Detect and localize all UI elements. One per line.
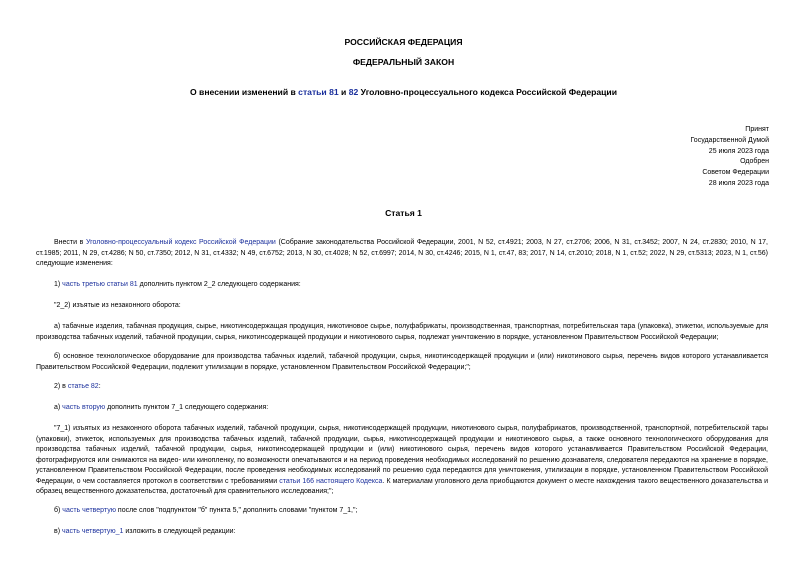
acceptance-line: 28 июля 2023 года — [708, 179, 769, 187]
document-title — [0, 87, 807, 98]
link-article-81-part-3[interactable]: часть третью статьи 81 — [62, 281, 138, 288]
link-part-four[interactable]: часть четвертую — [62, 507, 116, 514]
paragraph-text: : — [98, 383, 101, 390]
paragraph-text: "7_1) изъятых из незаконного оборота табачных изделий, табачной продукции, сырья, никотинсодержащей продукции, никотинового сырья, полуфабрикатов, производственной, транспортной, потребительской тары (упаковки), этикеток, используемых для производства табачных изделий, табачной продукции, сырья, никотинсодержащей продукции и никотинового сырья, а также основного технологического оборудования для производства табачных изделий, табачной продукции, сырья, никотинсодержащей продукции и (или) никотинового сырья, перечень видов которого устанавливается Правительством Российской Федерации, фотографируются или снимаются на видео- или кинопленку, по возможности опечатываются и на период проведения необходимых исследований по решению дознавателя, следователя передаются на хранение в порядке, установленном Правительством Российской Федерации, после проведения необходимых исследований по решению суда передаются для уничтожения, утилизации в порядке, установленном Правительством Российской Федерации, о чем составляется протокол в соответствии с требованиями — [36, 425, 768, 485]
paragraph-item-2c — [36, 527, 768, 538]
paragraph-text: в) — [54, 528, 62, 535]
link-criminal-procedure-code[interactable]: Уголовно-процессуальный кодекс Российской Федерации — [85, 239, 276, 246]
paragraph-2-2: "2_2) изъятые из незаконного оборота: — [54, 302, 181, 309]
title-link-article-82[interactable]: 82 — [348, 87, 359, 97]
acceptance-line: Одобрен — [740, 158, 769, 166]
paragraph-text: . К материалам уголовного дела приобщаются документ о месте нахождения такого вещественного доказательства и образец вещественного доказательства, достаточный для сравнительного исследования;"; — [36, 477, 768, 495]
acceptance-block — [690, 125, 769, 190]
paragraph-sub-a: а) табачные изделия, табачная продукция, сырье, никотинсодержащая продукция, никотиновое сырье, полуфабрикаты, производственная, транспортная, потребительская тара (упаковка), этикетки, используемые для производства табачных изделий, табачной продукции, сырья, никотинсодержащей продукции и никотинового сырья, подлежат уничтожению в порядке, установленном Правительством Российской Федерации; — [36, 323, 768, 341]
document-type-heading: ФЕДЕРАЛЬНЫЙ ЗАКОН — [352, 57, 455, 67]
title-text-mid: и — [338, 87, 349, 97]
acceptance-line: Советом Федерации — [702, 169, 769, 177]
paragraph-text: 2) в — [54, 383, 68, 390]
country-heading: РОССИЙСКАЯ ФЕДЕРАЦИЯ — [344, 37, 463, 47]
paragraph-item-2 — [36, 382, 768, 393]
link-part-four-1[interactable]: часть четвертую_1 — [62, 528, 124, 535]
acceptance-line: Государственной Думой — [690, 136, 769, 144]
title-text-post: Уголовно-процессуального кодекса Российской Федерации — [358, 87, 618, 97]
paragraph-text: после слов "подпунктом "б" пункта 5," дополнить словами "пунктом 7_1,"; — [115, 507, 358, 514]
acceptance-line: 25 июля 2023 года — [708, 147, 769, 155]
link-article-82[interactable]: статье 82 — [67, 383, 99, 390]
paragraph-text: (Собрание законодательства Российской Федерации, 2001, N 52, ст.4921; 2003, N 27, ст.2706; 2006, N 31, ст.3452; 2007, N 24, ст.2830; 2010, N 17, ст.1985; 2011, N 29, ст.4286; N 50, ст.7350; 2012, N 31, ст.4332; N 49, ст.6752; 2013, N 30, ст.4028; N 52, ст.6997; 2014, N 30, ст.4246; 2015, N 1, ст.47, 83; 2017, N 14, ст.2010; 2018, N 1, ст.52; 2022, N 29, ст.5313; 2023, N 1, ст.56) следующие изменения: — [36, 239, 768, 267]
paragraph-7-1 — [36, 424, 768, 498]
paragraph-text: изложить в следующей редакции: — [123, 528, 236, 535]
paragraph-text: дополнить пунктом 7_1 следующего содержания: — [105, 404, 269, 411]
paragraph-item-1 — [36, 280, 768, 291]
paragraph-text: Внести в — [54, 239, 86, 246]
link-article-166[interactable]: статьи 166 настоящего Кодекса — [279, 477, 383, 485]
paragraph-intro — [36, 238, 768, 270]
title-text-pre: О внесении изменений в — [189, 87, 299, 97]
paragraph-text: дополнить пунктом 2_2 следующего содержания: — [137, 281, 301, 288]
paragraph-item-2a — [36, 403, 768, 414]
paragraph-item-2b — [36, 506, 768, 517]
title-link-article-81[interactable]: статьи 81 — [298, 87, 339, 97]
paragraph-text: 1) — [54, 281, 63, 288]
paragraph-text: б) — [54, 507, 63, 514]
paragraph-text: а) — [54, 404, 63, 411]
paragraph-sub-b: б) основное технологическое оборудование для производства табачных изделий, табачной продукции, сырья, никотинсодержащей продукции и (или) никотинового сырья, перечень видов которого устанавливается Правительством Российской Федерации, подлежит утилизации в порядке, установленном Правительством Российской Федерации;"; — [36, 353, 768, 371]
acceptance-line: Принят — [745, 126, 769, 133]
link-part-two[interactable]: часть вторую — [62, 404, 106, 411]
article-title: Статья 1 — [385, 208, 422, 218]
